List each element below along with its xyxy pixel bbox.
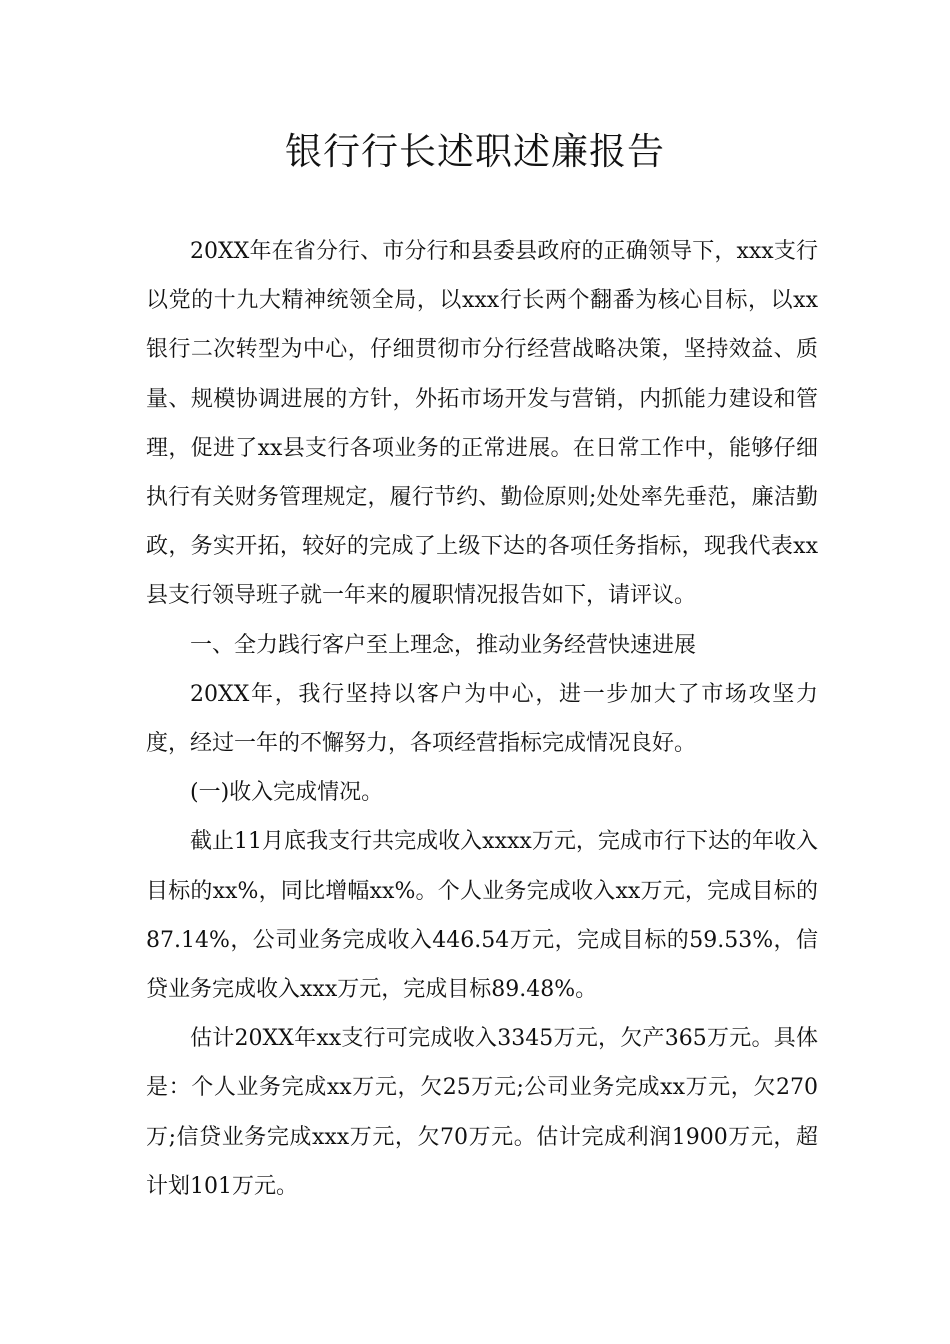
section-heading-1: 一、全力践行客户至上理念，推动业务经营快速进展 — [190, 632, 697, 658]
paragraph-overview: 20XX年，我行坚持以客户为中心，进一步加大了市场攻坚力度，经过一年的不懈努力，各项经营指标完成情况良好。 — [146, 681, 818, 757]
paragraph-intro: 20XX年在省分行、市分行和县委县政府的正确领导下，xxx支行以党的十九大精神统领全局，以xxx行长两个翻番为核心目标，以xx银行二次转型为中心，仔细贯彻市分行经营战略决策，坚持效益、质量、规模协调进展的方针，外拓市场开发与营销，内抓能力建设和管理，促进了xx县支行各项业务的正常进展。在日常工作中，能够仔细执行有关财务管理规定，履行节约、勤俭原则;处处率先垂范，廉洁勤政，务实开拓，较好的完成了上级下达的各项任务指标，现我代表xx县支行领导班子就一年来的履职情况报告如下，请评议。 — [146, 239, 818, 609]
subsection-heading-income: (一)收入完成情况。 — [190, 780, 384, 806]
paragraph-income-detail: 截止11月底我支行共完成收入xxxx万元，完成市行下达的年收入目标的xx%，同比增幅xx%。个人业务完成收入xx万元，完成目标的87.14%，公司业务完成收入446.54万元，完成目标的59.53%，信贷业务完成收入xxx万元，完成目标89.48%。 — [146, 829, 818, 1003]
paragraph-income-estimate: 估计20XX年xx支行可完成收入3345万元，欠产365万元。具体是：个人业务完成xx万元，欠25万元;公司业务完成xx万元，欠270万;信贷业务完成xxx万元，欠70万元。估计完成利润1900万元，超计划101万元。 — [146, 1026, 818, 1199]
document-title: 银行行长述职述廉报告 — [285, 130, 665, 173]
document-body — [146, 227, 818, 1211]
